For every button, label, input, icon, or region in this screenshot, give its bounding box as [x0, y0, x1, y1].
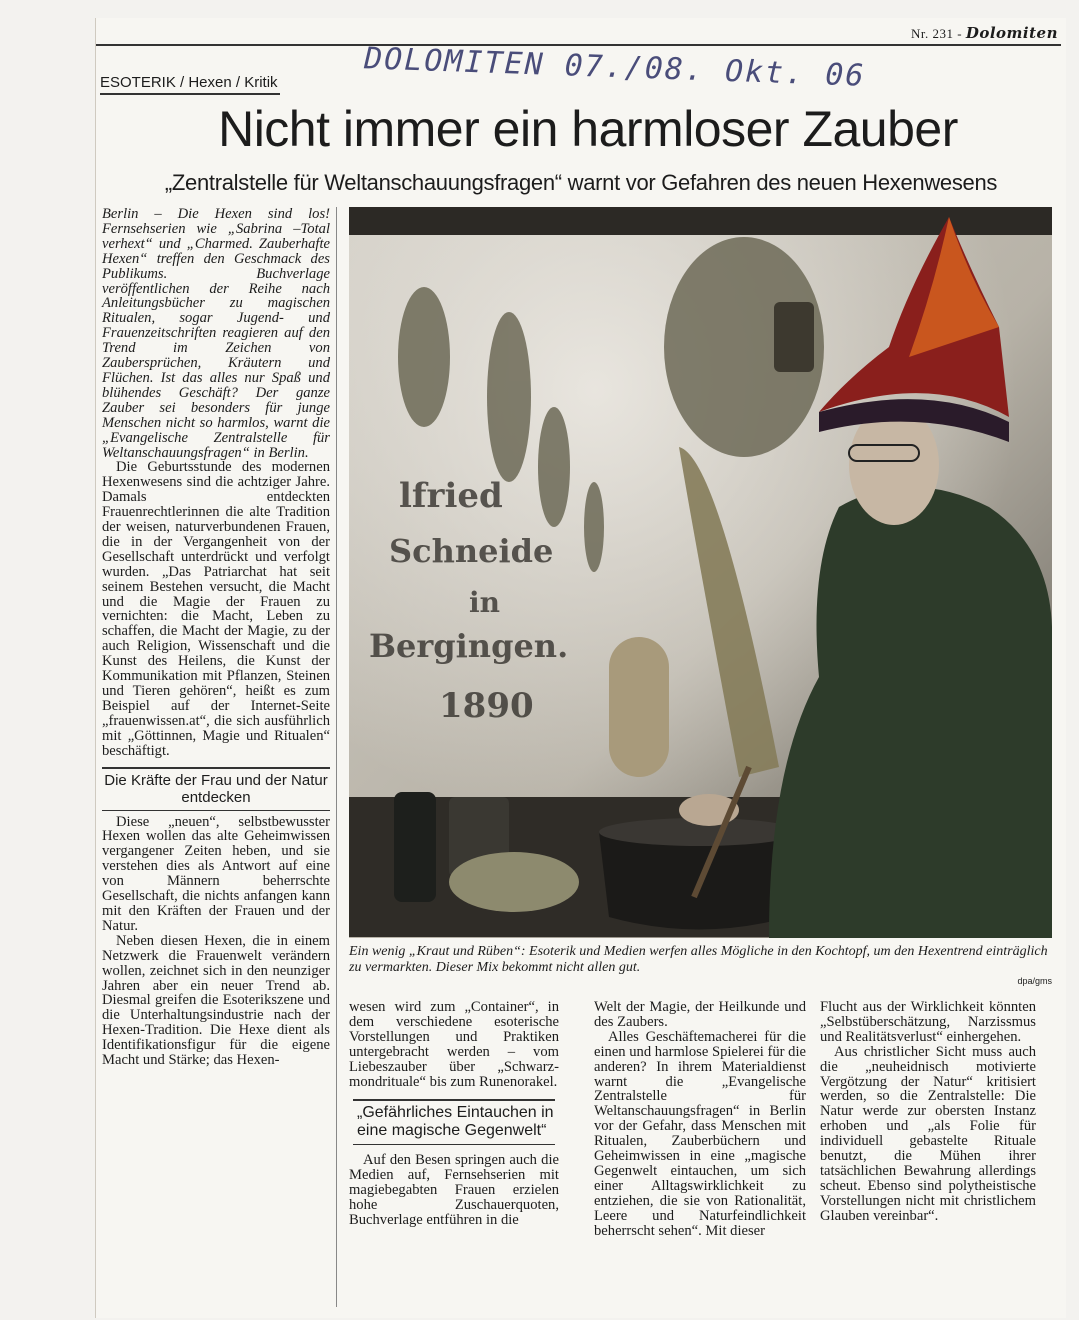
paragraph: Flucht aus der Wirklichkeit könnten „Selbstüberschätzung, Narzissmus und Realitätsverlust“ einhergehen. [820, 999, 1036, 1045]
paragraph: Alles Geschäftemacherei für die einen und harmlose Spielerei für die anderen? In ihrem Materialdienst warnt die „Evangelische Zentralstelle für Weltanschauungsfragen“ in Berlin vor der Gefahr, dass Menschen mit Ritualen, Zauberbüchern und Geheimwissen in eine „magische Gegenwelt eintauchen, um sich einer Alltagswirklichkeit zu entziehen, die sie von Rationalität, Leere und Naturfeindlichkeit beherrscht sehen“. Mit dieser [594, 1028, 806, 1239]
issue-line [911, 24, 1058, 42]
wall-lettering: lfried [399, 476, 503, 516]
witch-photo [349, 207, 1052, 938]
paragraph: Welt der Magie, der Heilkunde und des Zaubers. [594, 999, 806, 1030]
headline: Nicht immer ein harmloser Zauber [218, 101, 958, 157]
subheadline: „Zentralstelle für Weltanschauungsfragen“ warnt vor Gefahren des neuen Hexenwesens [164, 170, 998, 195]
paragraph: Die Geburtsstunde des modernen Hexenwesens sind die achtziger Jahre. Damals entdeckten Frauenrechtlerinnen die alte Tradition der weisen, naturverbundenen Frauen, die in der Vergangenheit von der Gesellschaft unterdrückt und verfolgt wurden. „Das Patriarchat hat seit seinem Bestehen versucht, die Macht und die Magie der Frauen zu vernichten: die Macht, Leben zu schaffen, die Macht der Magie, zu der auch Religion, Wissenschaft und die Kunst des Heilens, die Kunst der Kommunikation mit Pflanzen, Steinen und Tieren gehören“, heißt es zum Beispiel auf der Internet-Seite „frauenwissen.at“, die sich ausführlich mit „Göttinnen, Magie und Ritualen“ beschäftigt. [102, 459, 330, 759]
paragraph: Auf den Besen springen auch die Medien auf, Fernsehserien mit magiebegabten Frauen erzielen hohe Zuschauerquoten, Buchverlage entführen in die [349, 1152, 559, 1229]
paragraph: Aus christlicher Sicht muss auch die „neuheidnisch motivierte Vergötzung der Natur“ kritisiert werden, so die Zentralstelle: Die Natur werde zur obersten Instanz erhoben und „als Folie für individuell gebastelte Rituale benutzt, die Mühen ihrer tatsächlichen Bewahrung allerdings scheut. Ebenso sind polytheistische Vorstellungen nicht mit christlichem Glauben vereinbar“. [820, 1043, 1036, 1224]
column-4 [820, 1000, 1036, 1224]
paragraph: Diese „neuen“, selbstbewusster Hexen wollen das alte Geheimwissen vergangener Zeiten heben, und sie verstehen dies als Antwort auf eine von Männern beherrschte Gesellschaft, die nichts anfangen kann mit den Kräften der Frauen und der Natur. [102, 813, 330, 934]
masthead-rule [96, 44, 1061, 46]
handwritten-date-note: DOLOMITEN 07./08. Okt. 06 [363, 41, 867, 94]
intertitle: Die Kräfte der Frau und der Natur entdecken [102, 767, 330, 811]
lead-paragraph: Berlin – Die Hexen sind los! Fernsehserien wie „Sabrina –Total verhext“ und „Charmed. Zauberhafte Hexen“ treffen den Geschmack des Publikums. Buchverlage veröffentlichen der Reihe nach Anleitungsbücher zu magischen Ritualen, sogar Jugend- und Frauenzeitschriften reagieren auf den Trend im Zeichen von Zaubersprüchen, Kräutern und Flüchen. Ist das alles nur Spaß und blühendes Geschäft? Der ganze Zauber sei besonders für junge Menschen nicht so harmlos, warnt die „Evangelische Zentralstelle für Weltanschauungsfragen“ in Berlin. [102, 206, 330, 461]
section-kicker: ESOTERIK / Hexen / Kritik [100, 74, 280, 95]
wall-lettering: 1890 [439, 686, 534, 726]
issue-number: Nr. 231 - [910, 26, 963, 41]
photo-image [349, 207, 1052, 938]
column-3 [594, 1000, 806, 1239]
column-2 [349, 1000, 559, 1228]
photo-caption: Ein wenig „Kraut und Rüben“: Esoterik und Medien werfen alles Mögliche in den Kochtopf, um den Hexentrend einträglich zu vermarkten. Dieser Mix bekommt nicht allen gut. [349, 944, 1048, 975]
intertitle: „Gefährliches Eintauchen in eine magische Gegenwelt“ [353, 1099, 555, 1145]
wall-lettering: Bergingen. [369, 627, 569, 665]
paper-name: Dolomiten [965, 24, 1058, 42]
newspaper-clipping [95, 18, 1066, 1318]
wall-lettering: Schneide [389, 532, 554, 570]
photo-credit: dpa/gms [1017, 976, 1052, 986]
column-1 [102, 207, 330, 1068]
column-rule [336, 207, 337, 1307]
paragraph: Neben diesen Hexen, die in einem Netzwerk die Frauenwelt verändern wollen, zeichnet sich in den neunziger Jahren aber ein neuer Trend ab. Diesmal greifen die Esoterikszene und die Unterhaltungsindustrie nach der Hexen-Tradition. Die Hexe dient als Identifikationsfigur für die eigene Macht und Stärke; das Hexen- [102, 932, 330, 1069]
paragraph: wesen wird zum „Container“, in dem verschiedene esoterische Vorstellungen und Praktiken untergebracht werden – vom Liebeszauber über „Schwarz-mondrituale“ bis zum Runenorakel. [349, 999, 559, 1090]
wall-lettering: in [469, 586, 500, 619]
